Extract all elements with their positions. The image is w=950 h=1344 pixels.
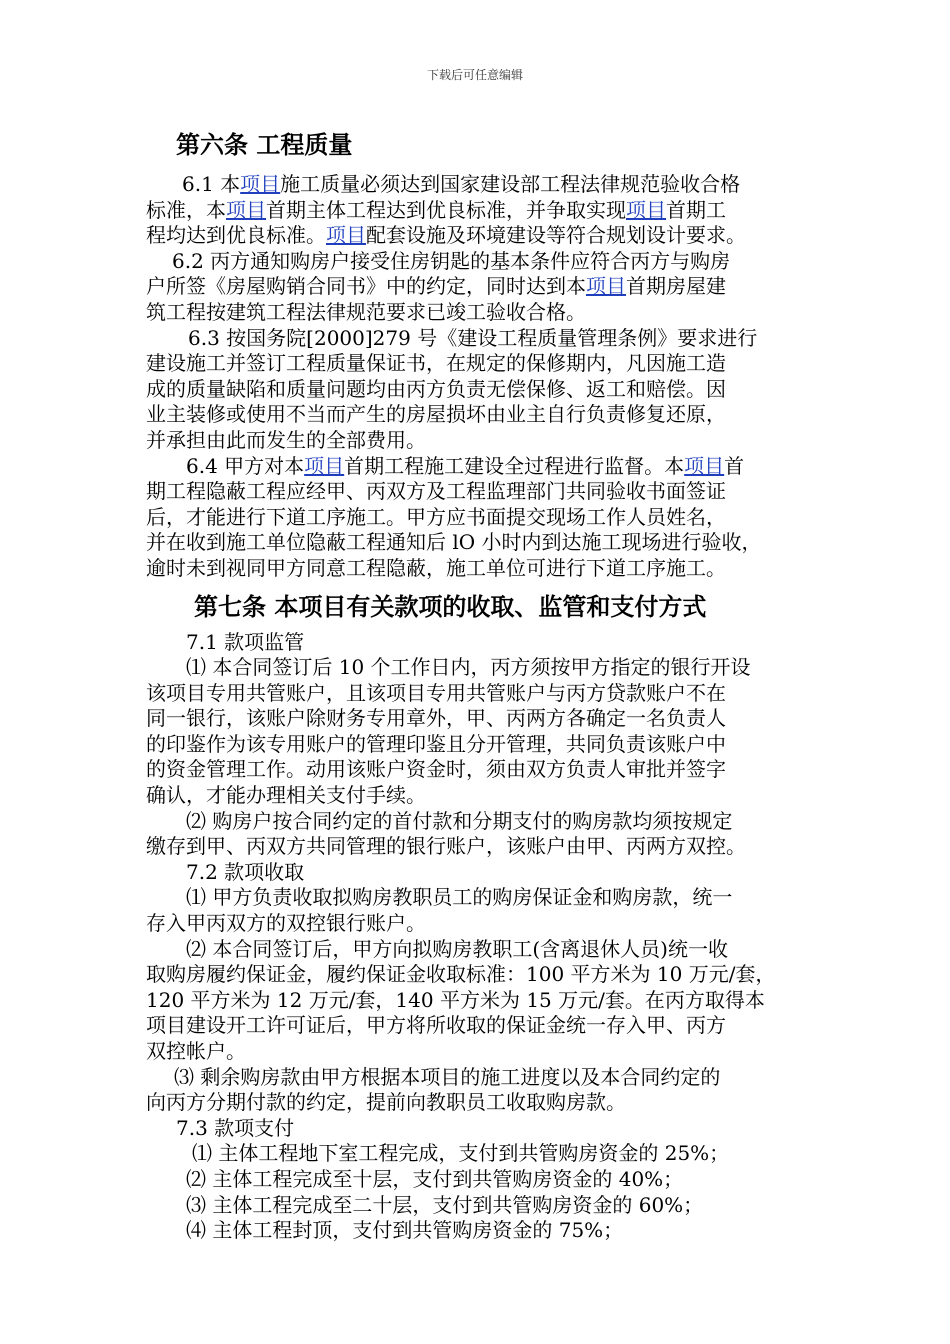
para-6-4-line5: 逾时未到视同甲方同意工程隐蔽，施工单位可进行下道工序施工。 [146, 555, 726, 580]
section-7-1-heading: 7.1 款项监管 [186, 629, 305, 654]
para-6-1-line2: 标准，本项目首期主体工程达到优良标准，并争取实现项目首期工 [146, 197, 726, 222]
para-7-1-1-line2: 该项目专用共管账户，且该项目专用共管账户与丙方贷款账户不在 [146, 680, 726, 705]
payment-item-2: ⑵ 主体工程完成至十层，支付到共管购房资金的 40%； [186, 1166, 684, 1191]
section-7-3-heading: 7.3 款项支付 [176, 1115, 295, 1140]
para-7-1-2-line2: 缴存到甲、丙双方共同管理的银行账户，该账户由甲、丙两方双控。 [146, 834, 746, 859]
para-6-4-line1: 6.4 甲方对本项目首期工程施工建设全过程进行监督。本项目首 [186, 453, 745, 478]
para-7-2-1-line2: 存入甲丙双方的双控银行账户。 [146, 911, 426, 936]
para-6-3-line2: 建设施工并签订工程质量保证书，在规定的保修期内，凡因施工造 [146, 351, 726, 376]
project-link[interactable]: 项目 [226, 197, 266, 222]
para-6-1-line1: 6.1 本项目施工质量必须达到国家建设部工程法律规范验收合格 [182, 172, 741, 196]
project-link[interactable]: 项目 [586, 274, 626, 299]
para-6-2-line3: 筑工程按建筑工程法律规范要求已竣工验收合格。 [146, 299, 586, 324]
project-link[interactable]: 项目 [304, 453, 345, 478]
section-7-2-heading: 7.2 款项收取 [186, 859, 305, 884]
para-6-3-line1: 6.3 按国务院[2000]279 号《建设工程质量管理条例》要求进行 [188, 325, 758, 350]
para-6-1-line3: 程均达到优良标准。项目配套设施及环境建设等符合规划设计要求。 [146, 223, 746, 248]
para-7-2-3-line2: 向丙方分期付款的约定，提前向教职员工收取购房款。 [146, 1090, 626, 1115]
page-header: 下载后可任意编辑 [426, 68, 523, 82]
payment-item-1: ⑴ 主体工程地下室工程完成，支付到共管购房资金的 25%； [192, 1141, 730, 1166]
para-6-3-line4: 业主装修或使用不当而产生的房屋损坏由业主自行负责修复还原， [146, 402, 726, 427]
payment-item-3: ⑶ 主体工程完成至二十层，支付到共管购房资金的 60%； [186, 1192, 704, 1217]
para-7-1-1-line4: 的印鉴作为该专用账户的管理印鉴且分开管理，共同负责该账户中 [146, 731, 726, 756]
para-7-2-1-line1: ⑴ 甲方负责收取拟购房教职员工的购房保证金和购房款，统一 [186, 885, 733, 910]
para-7-1-2-line1: ⑵ 购房户按合同约定的首付款和分期支付的购房款均须按规定 [186, 808, 733, 833]
para-7-1-1-line5: 的资金管理工作。动用该账户资金时，须由双方负责人审批并签字 [146, 757, 726, 782]
para-7-2-2-line1: ⑵ 本合同签订后，甲方向拟购房教职工(含离退休人员)统一收 [186, 936, 728, 961]
para-7-1-1-line1: ⑴ 本合同签订后 10 个工作日内，丙方须按甲方指定的银行开设 [186, 655, 751, 680]
para-6-2-line2: 户所签《房屋购销合同书》中的约定，同时达到本项目首期房屋建 [146, 274, 726, 299]
article6-title: 第六条 工程质量 [176, 130, 353, 159]
project-link[interactable]: 项目 [326, 223, 366, 248]
para-7-1-1-line3: 同一银行，该账户除财务专用章外，甲、丙两方各确定一名负责人 [146, 706, 726, 731]
para-6-3-line3: 成的质量缺陷和质量问题均由丙方负责无偿保修、返工和赔偿。因 [146, 376, 726, 401]
project-link[interactable]: 项目 [684, 453, 725, 478]
project-link[interactable]: 项目 [240, 172, 281, 196]
para-7-2-3-line1: ⑶ 剩余购房款由甲方根据本项目的施工进度以及本合同约定的 [174, 1064, 721, 1089]
para-7-2-2-line2: 取购房履约保证金，履约保证金收取标准：100 平方米为 10 万元/套， [146, 962, 776, 987]
para-6-4-line4: 并在收到施工单位隐蔽工程通知后 lO 小时内到达施工现场进行验收， [146, 530, 762, 555]
para-7-2-2-line5: 双控帐户。 [146, 1039, 246, 1063]
para-6-2-line1: 6.2 丙方通知购房户接受住房钥匙的基本条件应符合丙方与购房 [172, 248, 731, 273]
document-body [146, 130, 814, 1244]
article7-title: 第七条 本项目有关款项的收取、监管和支付方式 [194, 591, 707, 621]
para-6-3-line5: 并承担由此而发生的全部费用。 [146, 427, 426, 452]
para-7-1-1-line6: 确认，才能办理相关支付手续。 [146, 783, 426, 808]
payment-item-4: ⑷ 主体工程封顶，支付到共管购房资金的 75%； [186, 1218, 624, 1243]
para-6-4-line3: 后，才能进行下道工序施工。甲方应书面提交现场工作人员姓名， [146, 504, 726, 529]
para-7-2-2-line4: 项目建设开工许可证后，甲方将所收取的保证金统一存入甲、丙方 [146, 1013, 726, 1038]
para-7-2-2-line3: 120 平方米为 12 万元/套，140 平方米为 15 万元/套。在丙方取得本 [146, 987, 765, 1012]
para-6-4-line2: 期工程隐蔽工程应经甲、丙双方及工程监理部门共同验收书面签证 [146, 479, 726, 504]
project-link[interactable]: 项目 [626, 197, 666, 222]
